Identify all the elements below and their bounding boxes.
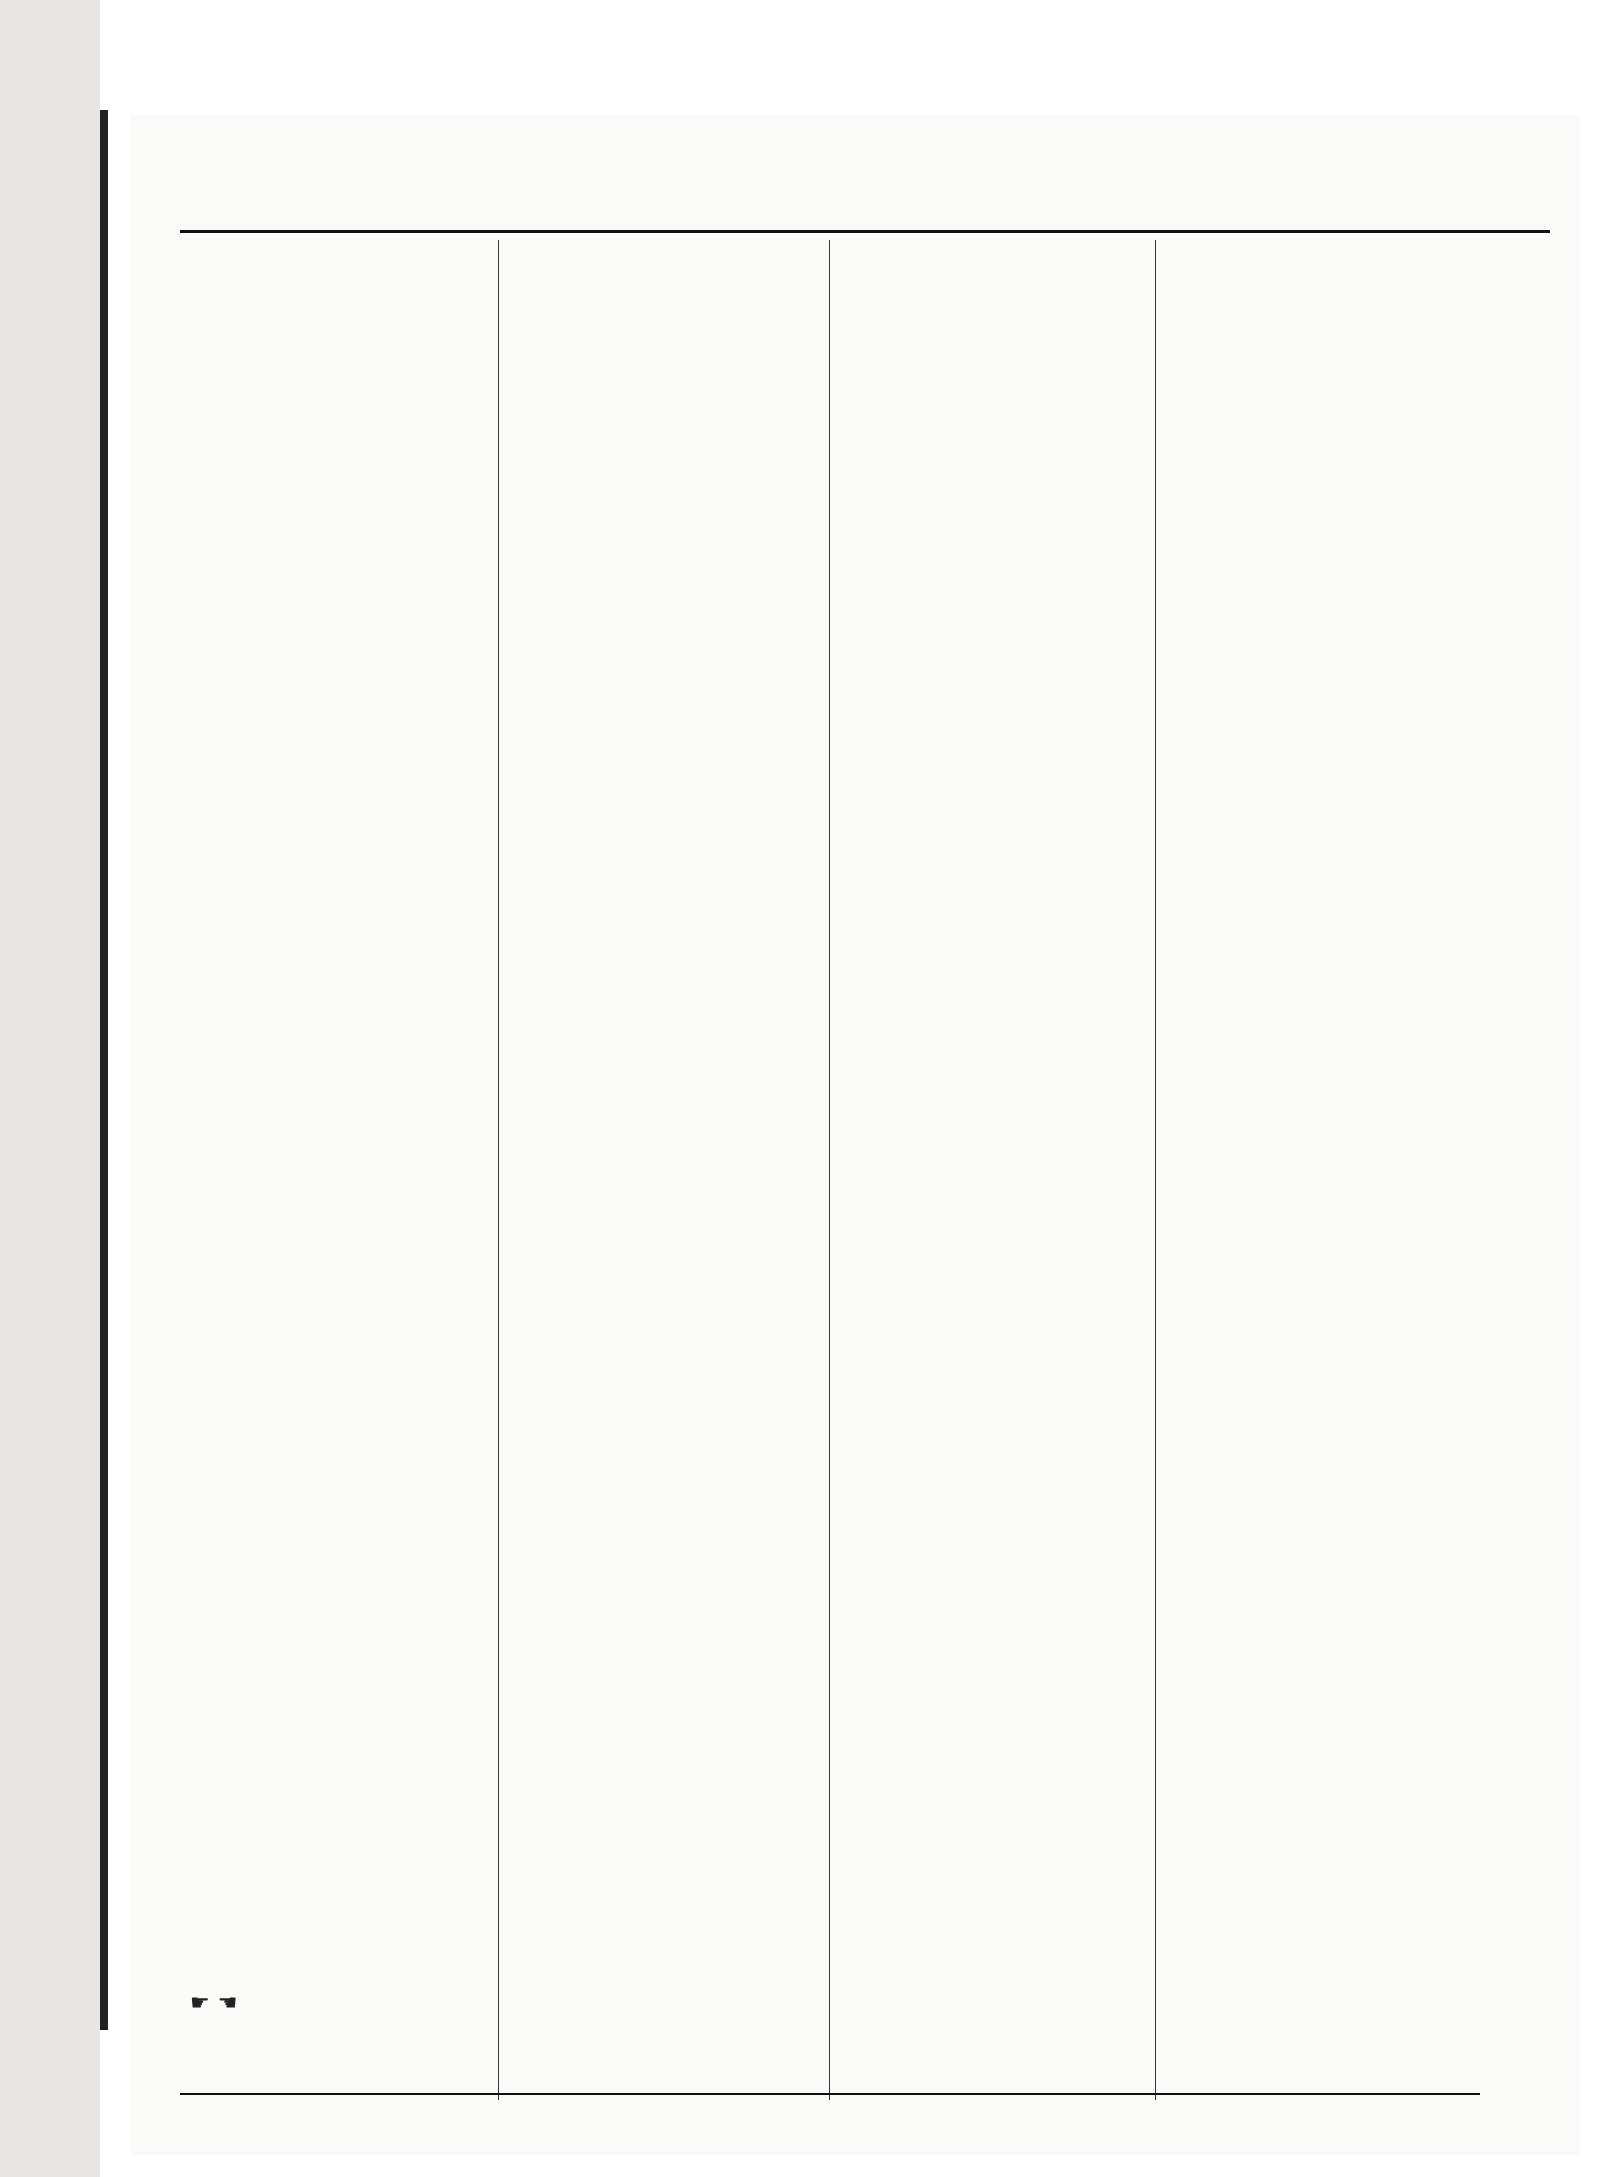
pointing-hand-icon: ☛ [190, 1991, 210, 2016]
page-gutter [100, 110, 108, 2030]
footer-notice [190, 1990, 237, 2016]
page-header [180, 190, 1550, 233]
document-page [130, 115, 1580, 2155]
column-divider [1155, 240, 1156, 2100]
previous-page-edge [0, 0, 100, 2177]
column-divider [498, 240, 499, 2100]
pointing-hand-icon: ☚ [217, 1991, 238, 2016]
bottom-rule [180, 2093, 1480, 2095]
column-divider [829, 240, 830, 2100]
